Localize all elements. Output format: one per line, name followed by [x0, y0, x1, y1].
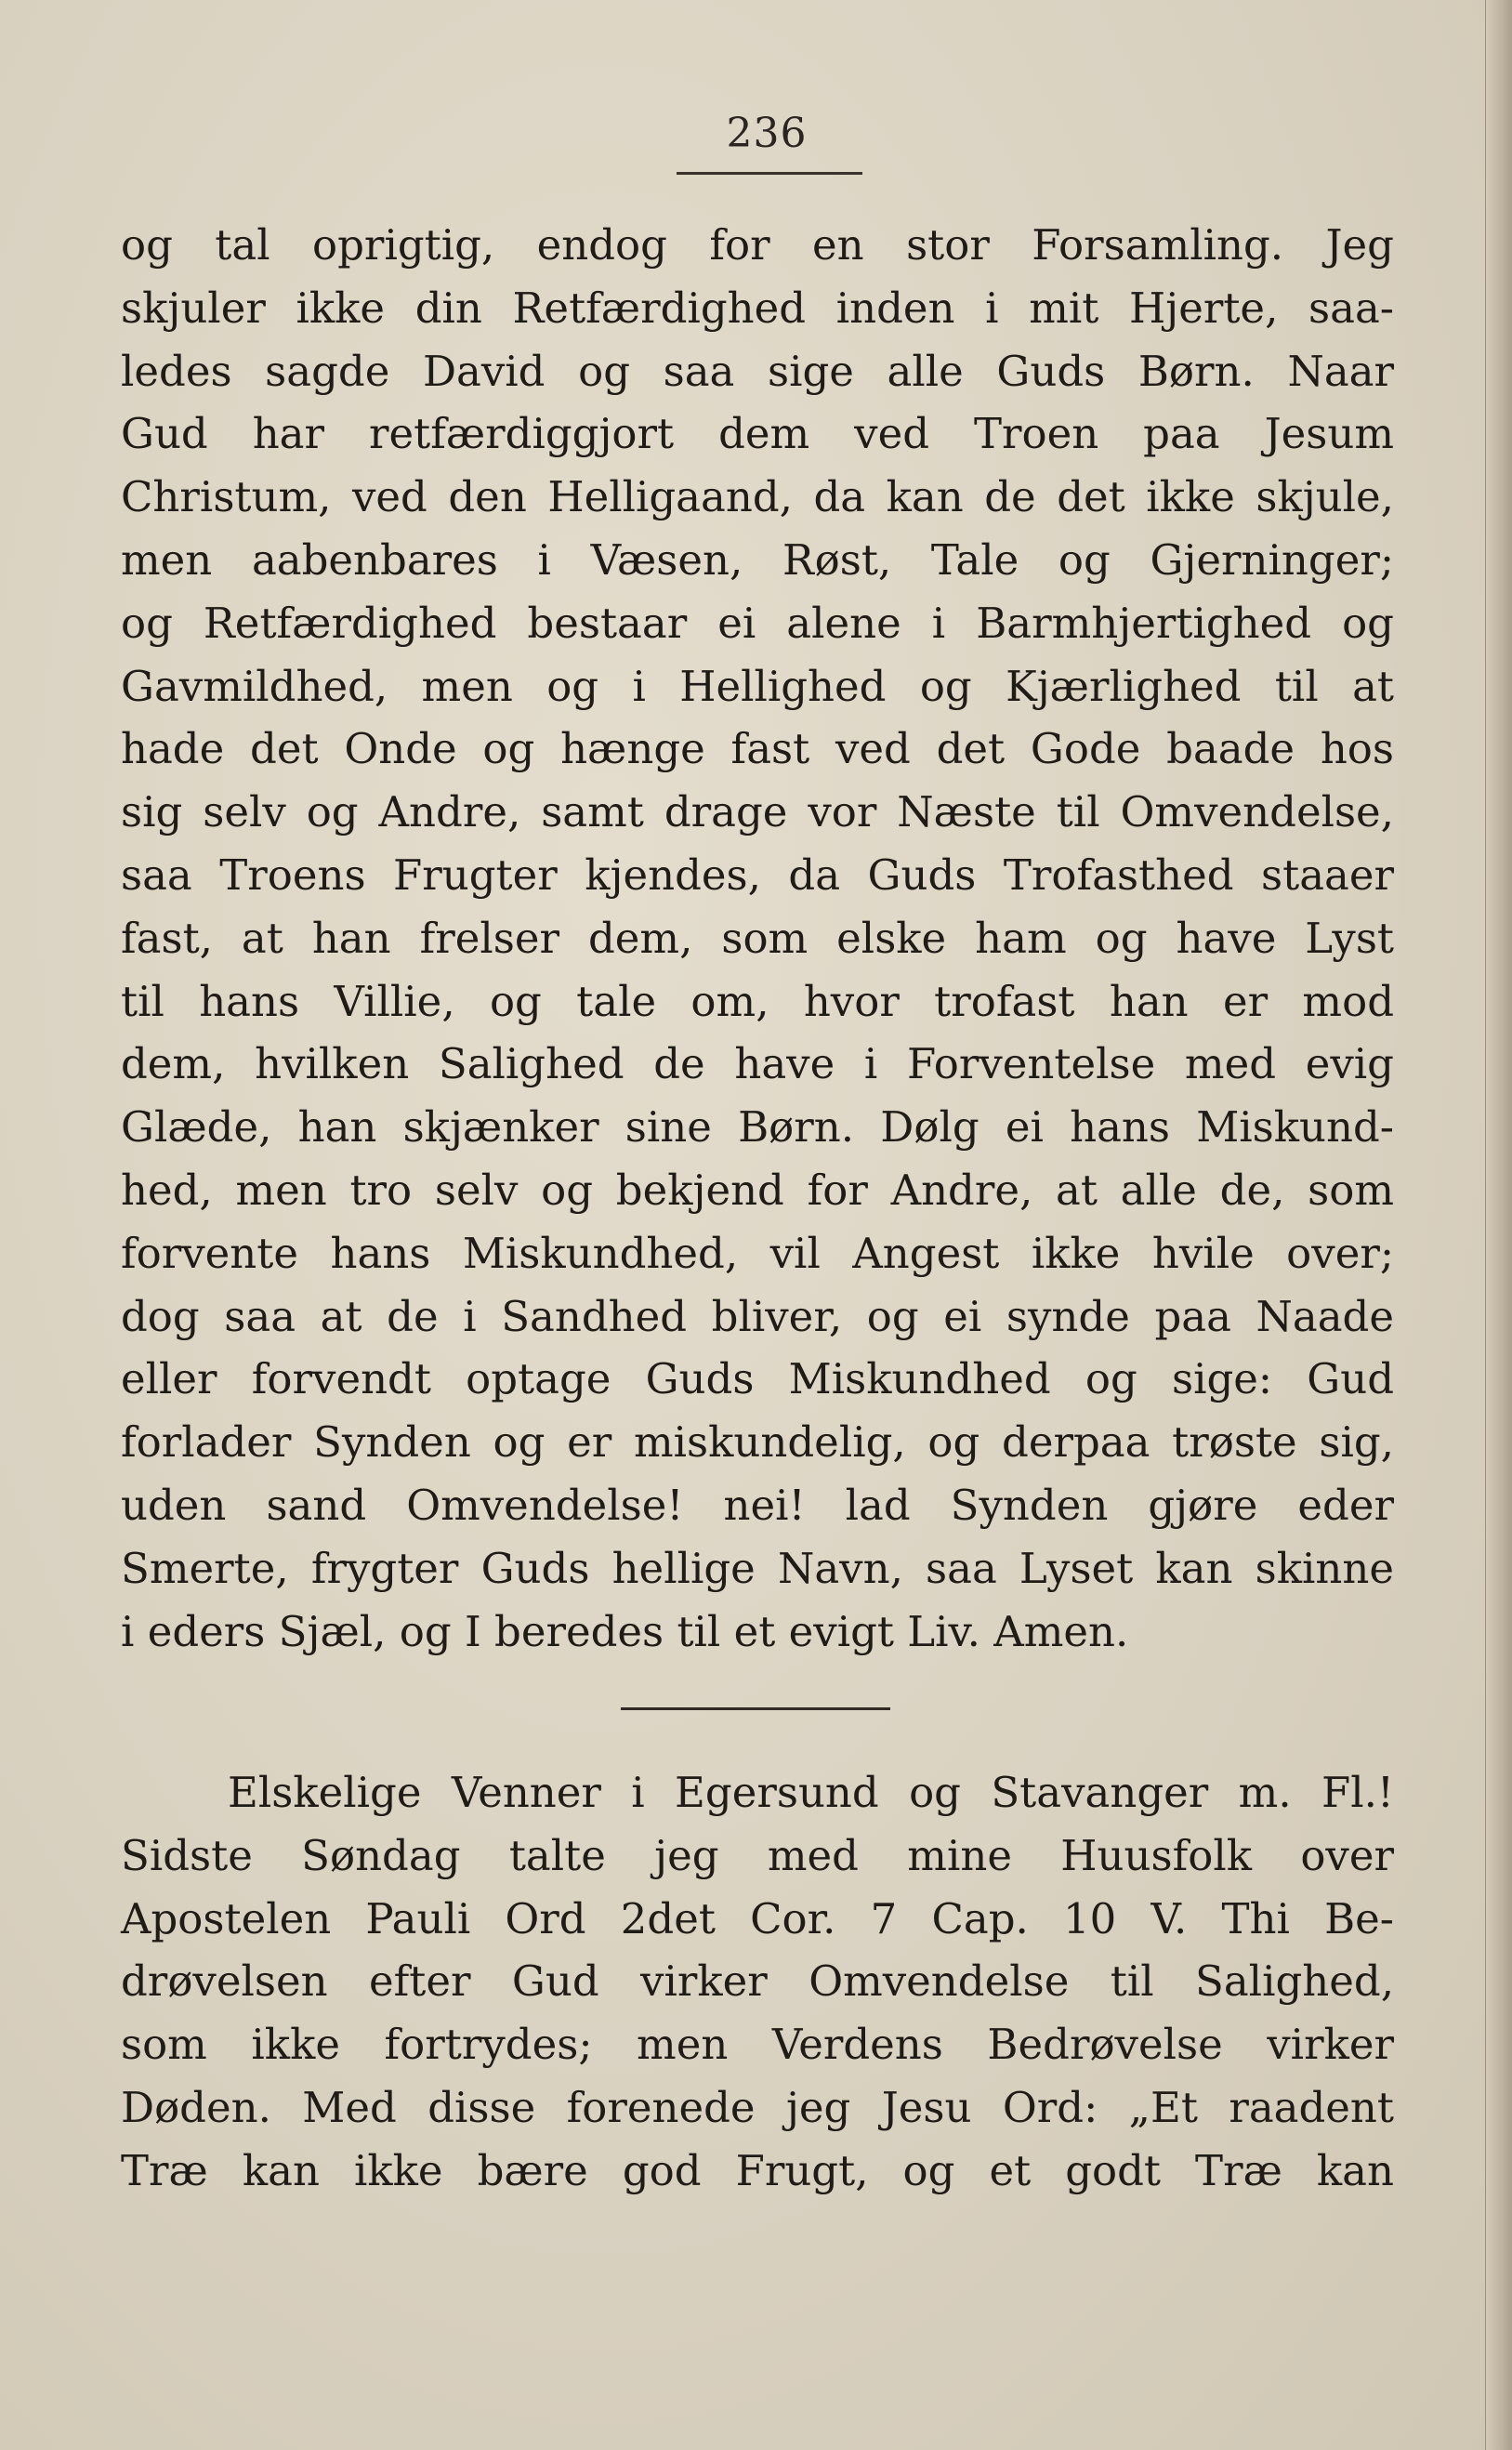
- text-line: men aabenbares i Væsen, Røst, Tale og Gjerninger;: [121, 534, 1394, 585]
- text-line: Sidste Søndag talte jeg med mine Huusfolk over: [121, 1830, 1394, 1880]
- text-line: Træ kan ikke bære god Frugt, og et godt Træ kan: [121, 2145, 1394, 2195]
- text-line: Apostelen Pauli Ord 2det Cor. 7 Cap. 10 V. Thi Be-: [121, 1893, 1394, 1943]
- text-line: forvente hans Miskundhed, vil Angest ikke hvile over;: [121, 1228, 1394, 1278]
- text-line: skjuler ikke din Retfærdighed inden i mit Hjerte, saa-: [121, 283, 1394, 333]
- text-line: som ikke fortrydes; men Verdens Bedrøvelse virker: [121, 2020, 1394, 2070]
- section-divider: [621, 1707, 890, 1710]
- text-line: forlader Synden og er miskundelig, og derpaa trøste sig,: [121, 1417, 1394, 1468]
- text-line: ledes sagde David og saa sige alle Guds Børn. Naar: [121, 346, 1394, 396]
- text-line: hade det Onde og hænge fast ved det Gode baade hos: [121, 724, 1394, 774]
- text-line: Døden. Med disse forenede jeg Jesu Ord: „Et raadent: [121, 2082, 1394, 2132]
- text-line: eller forvendt optage Guds Miskundhed og sige: Gud: [121, 1354, 1394, 1404]
- text-line: Christum, ved den Helligaand, da kan de det ikke skjule,: [121, 472, 1394, 522]
- paragraph-2: [121, 1761, 1394, 2203]
- binding-edge: [1486, 0, 1512, 2450]
- text-line: fast, at han frelser dem, som elske ham og have Lyst: [121, 913, 1394, 963]
- text-line: hed, men tro selv og bekjend for Andre, at alle de, som: [121, 1165, 1394, 1215]
- text-line: dem, hvilken Salighed de have i Forventelse med evig: [121, 1039, 1394, 1089]
- text-line: uden sand Omvendelse! nei! lad Synden gjøre eder: [121, 1480, 1394, 1530]
- text-line: Gud har retfærdiggjort dem ved Troen paa Jesum: [121, 409, 1394, 459]
- text-line: sig selv og Andre, samt drage vor Næste til Omvendelse,: [121, 787, 1394, 837]
- text-line: Elskelige Venner i Egersund og Stavanger m. Fl.!: [228, 1768, 1394, 1817]
- text-line: i eders Sjæl, og I beredes til et evigt Liv. Amen.: [121, 1606, 1129, 1656]
- text-line: saa Troens Frugter kjendes, da Guds Trofasthed staaer: [121, 850, 1394, 900]
- text-line: Glæde, han skjænker sine Børn. Dølg ei hans Miskund-: [121, 1102, 1394, 1153]
- header-rule: [677, 172, 862, 175]
- page-number: 236: [726, 110, 808, 157]
- text-line: dog saa at de i Sandhed bliver, og ei synde paa Naade: [121, 1291, 1394, 1341]
- text-line: drøvelsen efter Gud virker Omvendelse til Salighed,: [121, 1956, 1394, 2007]
- text-line: til hans Villie, og tale om, hvor trofast han er mod: [121, 976, 1394, 1026]
- paragraph-1: [121, 214, 1394, 1663]
- text-line: Gavmildhed, men og i Hellighed og Kjærlighed til at: [121, 661, 1394, 711]
- text-line: og Retfærdighed bestaar ei alene i Barmhjertighed og: [121, 598, 1394, 648]
- text-line: Smerte, frygter Guds hellige Navn, saa Lyset kan skinne: [121, 1543, 1394, 1593]
- text-line: og tal oprigtig, endog for en stor Forsamling. Jeg: [121, 220, 1394, 270]
